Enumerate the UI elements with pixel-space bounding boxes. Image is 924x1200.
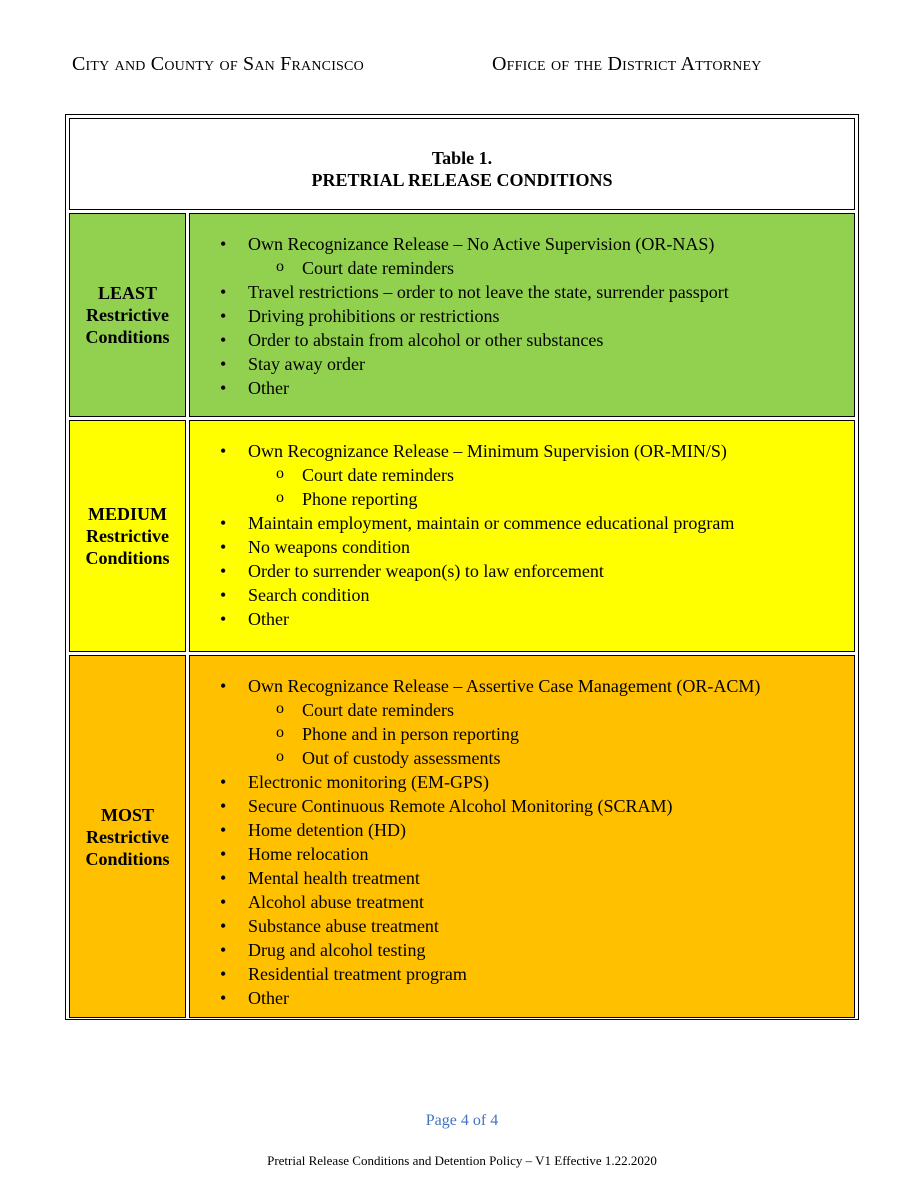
- list-item: • Home relocation: [190, 842, 854, 866]
- list-item-text: Own Recognizance Release – Minimum Supervision (OR-MIN/S): [248, 441, 727, 461]
- list-item: • Order to abstain from alcohol or other substances: [190, 328, 854, 352]
- sub-list-item: o Court date reminders: [248, 256, 854, 280]
- list-item: [190, 439, 854, 511]
- header-district-attorney: Office of the District Attorney: [492, 53, 762, 75]
- list-item: • Driving prohibitions or restrictions: [190, 304, 854, 328]
- list-item: • Order to surrender weapon(s) to law enforcement: [190, 559, 854, 583]
- table-title-cell: [69, 118, 855, 210]
- list-item: • Maintain employment, maintain or commence educational program: [190, 511, 854, 535]
- most-label-restrictive: Restrictive: [86, 826, 169, 847]
- list-item: • Residential treatment program: [190, 962, 854, 986]
- table-title: PRETRIAL RELEASE CONDITIONS: [311, 170, 613, 190]
- header-city-county: City and County of San Francisco: [72, 53, 364, 75]
- page-number: Page 4 of 4: [425, 1112, 499, 1129]
- list-item: • Other: [190, 376, 854, 400]
- least-label-cell: [69, 213, 186, 417]
- medium-label-conditions: Conditions: [85, 548, 170, 568]
- list-item: [190, 674, 854, 770]
- most-conditions-list: [190, 674, 854, 1010]
- least-label-level: LEAST: [97, 283, 157, 303]
- pretrial-conditions-table: [65, 114, 859, 1020]
- list-item: • Drug and alcohol testing: [190, 938, 854, 962]
- list-item: • Other: [190, 607, 854, 631]
- sub-list-item: o Phone reporting: [248, 487, 854, 511]
- list-item: • Travel restrictions – order to not leave the state, surrender passport: [190, 280, 854, 304]
- medium-label-level: MEDIUM: [87, 504, 167, 524]
- sub-list-item: o Court date reminders: [248, 698, 854, 722]
- list-item: [190, 232, 854, 280]
- most-label-level: MOST: [100, 804, 154, 825]
- list-item: • Alcohol abuse treatment: [190, 890, 854, 914]
- sub-list-item: o Court date reminders: [248, 463, 854, 487]
- sub-list-item: o Phone and in person reporting: [248, 722, 854, 746]
- list-item: • Substance abuse treatment: [190, 914, 854, 938]
- least-conditions-list: [190, 232, 854, 400]
- medium-conditions-cell: [189, 420, 855, 652]
- most-label-cell: [69, 655, 186, 1018]
- footer-policy-title: Pretrial Release Conditions and Detention Policy – V1 Effective 1.22.2020: [267, 1153, 657, 1168]
- list-item: • Search condition: [190, 583, 854, 607]
- medium-sub-list: [248, 463, 854, 511]
- medium-conditions-list: [190, 439, 854, 631]
- list-item: • Electronic monitoring (EM-GPS): [190, 770, 854, 794]
- list-item-text: Own Recognizance Release – Assertive Case Management (OR-ACM): [248, 676, 761, 696]
- most-label-conditions: Conditions: [85, 848, 170, 869]
- list-item: • Stay away order: [190, 352, 854, 376]
- most-conditions-cell: [189, 655, 855, 1018]
- least-conditions-cell: [189, 213, 855, 417]
- least-label-conditions: Conditions: [85, 327, 170, 347]
- list-item: • Mental health treatment: [190, 866, 854, 890]
- list-item-text: Own Recognizance Release – No Active Supervision (OR-NAS): [248, 234, 715, 254]
- medium-label-cell: [69, 420, 186, 652]
- least-sub-list: [248, 256, 854, 280]
- list-item: • Other: [190, 986, 854, 1010]
- list-item: • Home detention (HD): [190, 818, 854, 842]
- sub-list-item: o Out of custody assessments: [248, 746, 854, 770]
- table-number: Table 1.: [431, 148, 493, 168]
- list-item: • No weapons condition: [190, 535, 854, 559]
- medium-label-restrictive: Restrictive: [86, 526, 169, 546]
- list-item: • Secure Continuous Remote Alcohol Monitoring (SCRAM): [190, 794, 854, 818]
- most-sub-list: [248, 698, 854, 770]
- least-label-restrictive: Restrictive: [86, 305, 169, 325]
